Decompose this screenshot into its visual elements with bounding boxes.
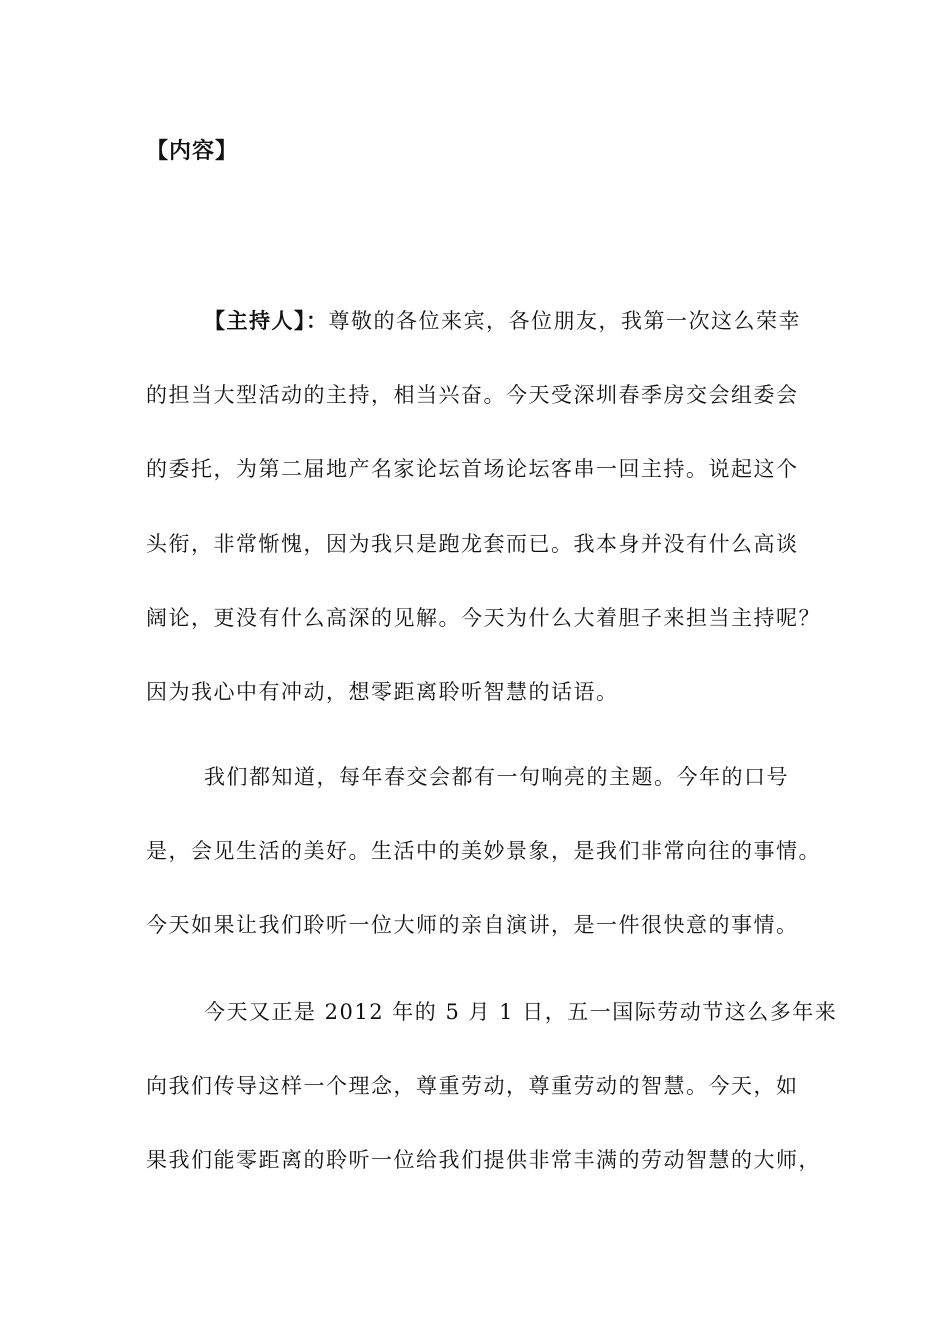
paragraph-line: 因为我心中有冲动，想零距离聆听智慧的话语。 (146, 680, 619, 704)
paragraph-line: 今天如果让我们聆听一位大师的亲自演讲，是一件很快意的事情。 (146, 913, 799, 937)
paragraph-line: 今天又正是 2012 年的 5 月 1 日，五一国际劳动节这么多年来 (204, 1000, 838, 1024)
paragraph-line: 是，会见生活的美好。生活中的美妙景象，是我们非常向往的事情。 (146, 839, 821, 863)
line-text: 尊敬的各位来宾，各位朋友，我第一次这么荣幸 (328, 309, 801, 333)
paragraph-line: 阔论，更没有什么高深的见解。今天为什么大着胆子来担当主持呢？ (146, 606, 821, 630)
paragraph-line: 的担当大型活动的主持，相当兴奋。今天受深圳春季房交会组委会 (146, 383, 799, 407)
speaker-label: 【主持人】： (204, 308, 329, 333)
paragraph-line: 果我们能零距离的聆听一位给我们提供非常丰满的劳动智慧的大师， (146, 1148, 821, 1172)
paragraph-line (204, 306, 864, 336)
paragraph-line: 头衔，非常惭愧，因为我只是跑龙套而已。我本身并没有什么高谈 (146, 532, 799, 556)
paragraph-line: 向我们传导这样一个理念，尊重劳动，尊重劳动的智慧。今天，如 (146, 1074, 799, 1098)
section-heading: 【内容】 (146, 138, 239, 164)
paragraph-line: 的委托，为第二届地产名家论坛首场论坛客串一回主持。说起这个 (146, 457, 799, 481)
paragraph-line: 我们都知道，每年春交会都有一句响亮的主题。今年的口号 (204, 765, 789, 789)
